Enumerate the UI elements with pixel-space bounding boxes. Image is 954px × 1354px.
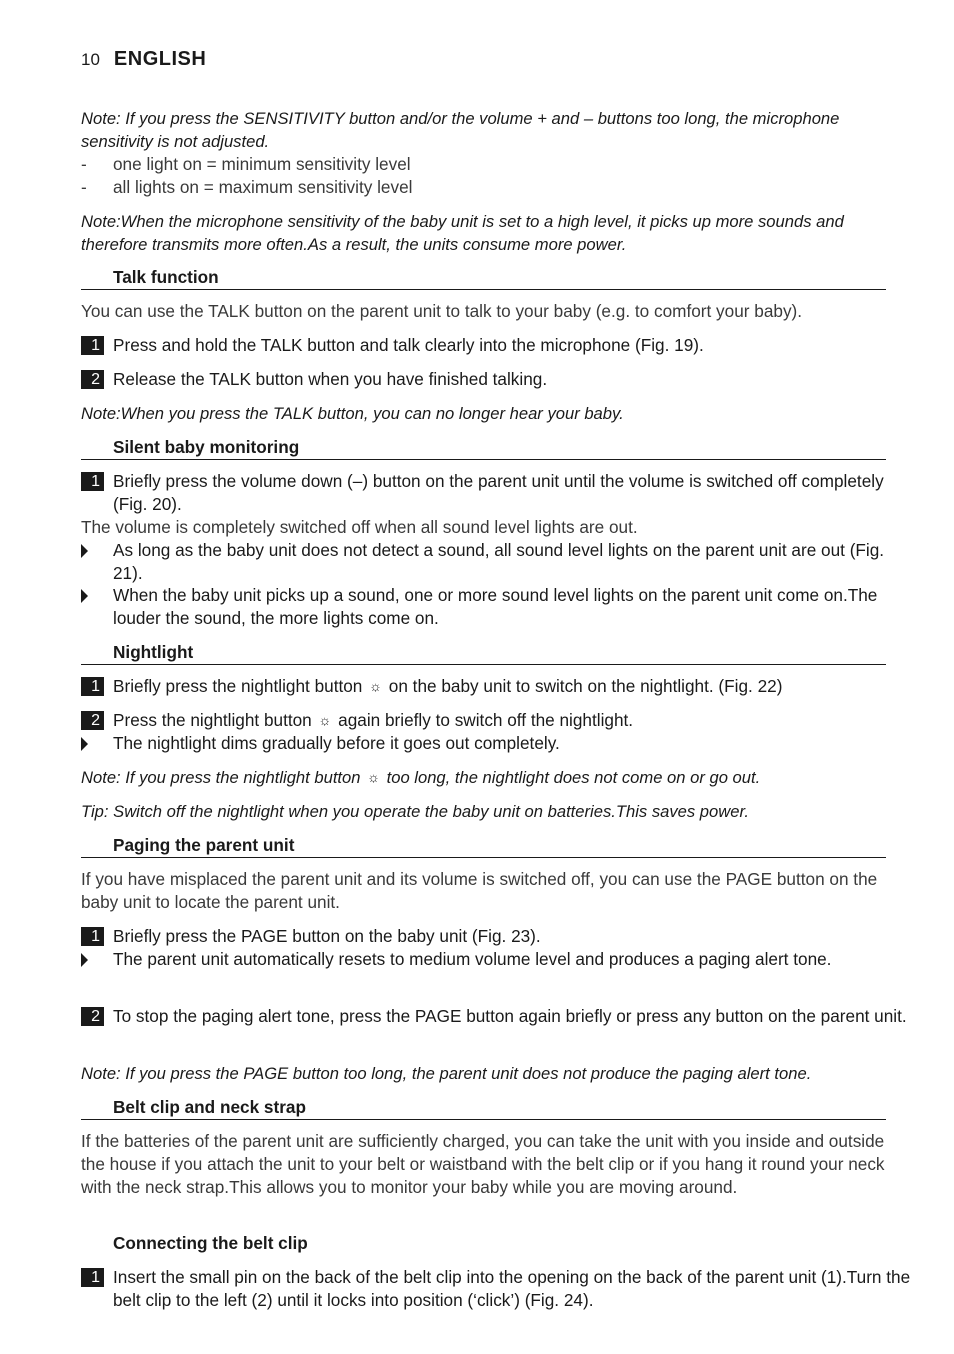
nightlight-icon: ☼ [318,712,332,728]
silent-text: The volume is completely switched off when all sound level lights are out. [81,517,638,537]
page-number: 10 [81,50,100,69]
sensitivity-level-text: one light on = minimum sensitivity level [113,154,411,174]
talk-note: Note:When you press the TALK button, you can no longer hear your baby. [81,404,624,423]
step-text: Briefly press the nightlight button [113,676,363,696]
power-note: Note:When the microphone sensitivity of the baby unit is set to a high level, it picks up more sounds and therefore transmits more often.As a result, the units consume more power. [81,212,844,254]
section-heading-beltclip: Belt clip and neck strap [81,1096,886,1120]
nightlight-step-2 [81,709,918,733]
step-number: 1 [81,927,104,946]
section-heading-talk: Talk function [81,266,886,290]
step-number: 2 [81,711,104,730]
language-title: ENGLISH [113,48,207,70]
silent-bullet-2 [81,584,918,630]
paging-step-1 [81,925,918,948]
paging-intro: If you have misplaced the parent unit and its volume is switched off, you can use the PAGE button on the baby unit to locate the parent unit. [81,869,878,912]
paging-bullet [81,948,918,971]
nightlight-note [81,766,886,790]
step-text: Press and hold the TALK button and talk clearly into the microphone (Fig. 19). [113,335,704,355]
step-text: To stop the paging alert tone, press the PAGE button again briefly or press any button on the parent unit. [113,1006,907,1026]
silent-step-1 [81,470,918,516]
sensitivity-level-item [81,153,918,176]
talk-step-2 [81,368,918,391]
step-number: 2 [81,370,104,389]
step-text: Briefly press the volume down (–) button on the parent unit until the volume is switched off completely (Fig. 20). [113,471,884,514]
step-text: Press the nightlight button [113,710,312,730]
step-text: on the baby unit to switch on the nightlight. (Fig. 22) [388,676,783,696]
subheading-connecting-belt-clip: Connecting the belt clip [113,1233,308,1253]
section-heading-paging: Paging the parent unit [81,834,886,858]
nightlight-step-1 [81,675,918,699]
bullet-triangle-icon [81,589,88,603]
step-text: again briefly to switch off the nightlight. [338,710,634,730]
nightlight-tip: Tip: Switch off the nightlight when you operate the baby unit on batteries.This saves power. [81,802,749,821]
bullet-triangle-icon [81,737,88,751]
section-heading-silent: Silent baby monitoring [81,436,886,460]
section-heading-nightlight: Nightlight [81,641,886,665]
paging-step-2 [81,1005,918,1028]
paging-note: Note: If you press the PAGE button too long, the parent unit does not produce the paging alert tone. [81,1064,812,1083]
bullet-text: When the baby unit picks up a sound, one or more sound level lights on the parent unit come on.The louder the sound, the more lights come on. [113,585,878,628]
dash-marker: - [81,177,87,197]
nightlight-bullet [81,732,918,755]
step-number: 1 [81,1268,104,1287]
step-text: Release the TALK button when you have finished talking. [113,369,548,389]
silent-bullet-1 [81,539,918,585]
sensitivity-level-text: all lights on = maximum sensitivity level [113,177,413,197]
note-text: Note: If you press the nightlight button [81,768,361,787]
step-text: Insert the small pin on the back of the belt clip into the opening on the back of the parent unit (1).Turn the belt clip to the left (2) until it locks into position (‘click’) (Fig. 24). [113,1267,911,1310]
talk-step-1 [81,334,918,357]
bullet-text: The nightlight dims gradually before it goes out completely. [113,733,560,753]
step-text: Briefly press the PAGE button on the baby unit (Fig. 23). [113,926,541,946]
dash-marker: - [81,154,87,174]
bullet-triangle-icon [81,544,88,558]
bullet-triangle-icon [81,953,88,967]
step-number: 1 [81,472,104,491]
beltclip-intro: If the batteries of the parent unit are sufficiently charged, you can take the unit with you inside and outside the house if you attach the unit to your belt or waistband with the belt clip or if you hang it round your neck with the neck strap.This allows you to monitor your baby while you are moving around. [81,1131,885,1197]
sensitivity-note: Note: If you press the SENSITIVITY button and/or the volume + and – buttons too long, the microphone sensitivity is not adjusted. [81,109,840,151]
step-number: 1 [81,336,104,355]
talk-intro: You can use the TALK button on the parent unit to talk to your baby (e.g. to comfort your baby). [81,301,803,321]
step-number: 1 [81,677,104,696]
beltclip-step-1 [81,1266,918,1312]
step-number: 2 [81,1007,104,1026]
note-text: too long, the nightlight does not come on or go out. [386,768,761,787]
nightlight-icon: ☼ [367,769,380,785]
bullet-text: As long as the baby unit does not detect a sound, all sound level lights on the parent unit are out (Fig. 21). [113,540,885,583]
nightlight-icon: ☼ [369,678,382,694]
sensitivity-level-item [81,176,918,199]
bullet-text: The parent unit automatically resets to medium volume level and produces a paging alert tone. [113,949,832,969]
page-header [81,48,206,71]
